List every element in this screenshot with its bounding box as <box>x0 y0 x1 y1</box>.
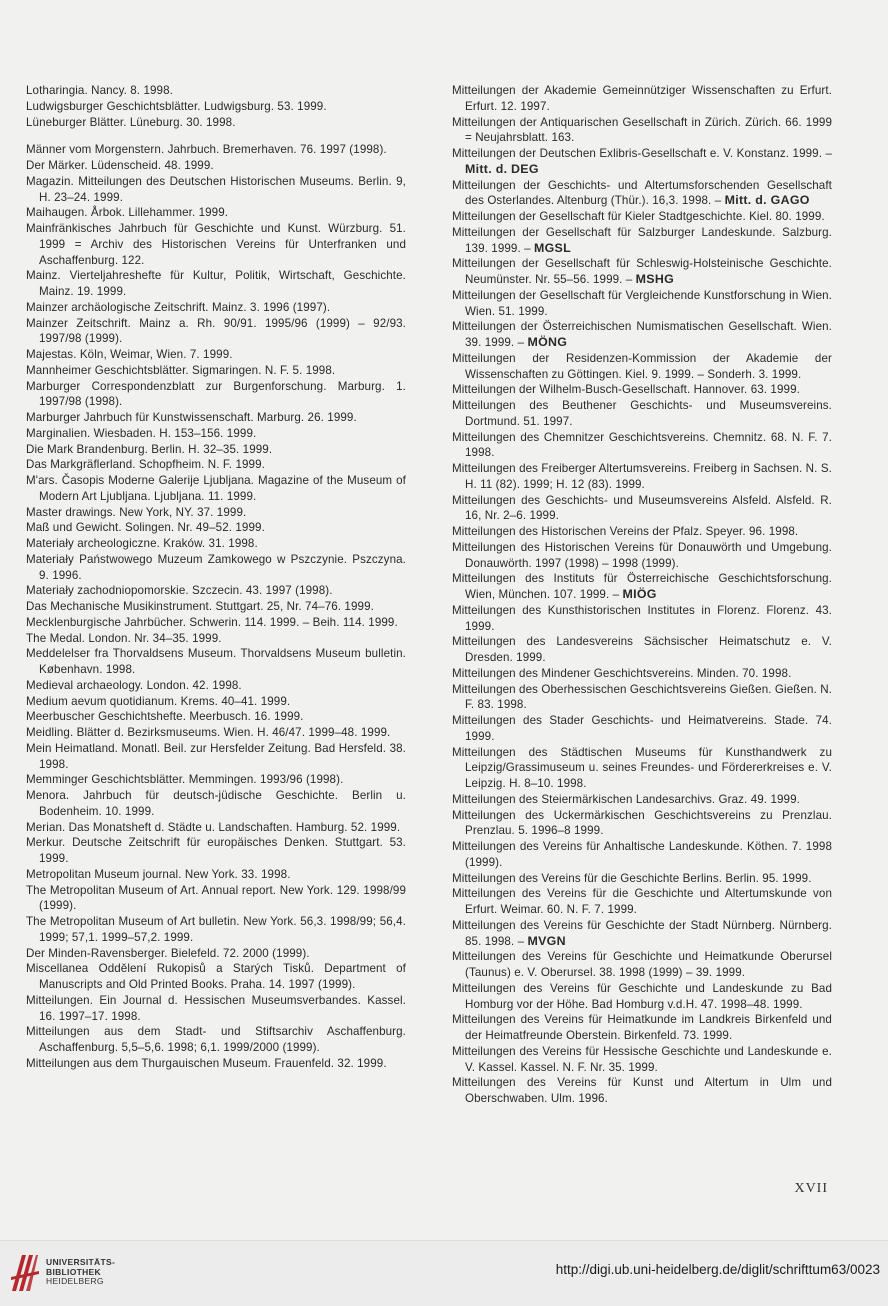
bibliography-entry <box>26 583 406 599</box>
entry-text: Mitteilungen aus dem Stadt- und Stiftsarchiv Aschaffenburg. Aschaffenburg. 5,5–5,6. 1998; 6,1. 1999/2000 (1999). <box>26 1025 406 1054</box>
bibliography-entry <box>26 678 406 694</box>
entry-text: Majestas. Köln, Weimar, Wien. 7. 1999. <box>26 348 233 361</box>
entry-text: Mitteilungen des Landesvereins Sächsischer Heimatschutz e. V. Dresden. 1999. <box>452 635 832 664</box>
entry-siglum: MÖNG <box>527 335 568 349</box>
bibliography-entry <box>452 981 832 1013</box>
bibliography-entry <box>452 225 832 257</box>
entry-text: Master drawings. New York, NY. 37. 1999. <box>26 505 247 519</box>
entry-text: Meidling. Blätter d. Bezirksmuseums. Wien. H. 46/47. 1999–48. 1999. <box>26 726 391 739</box>
bibliography-entry <box>452 178 832 210</box>
bibliography-entry <box>26 835 406 867</box>
bibliography-entry <box>452 871 832 887</box>
bibliography-entry <box>452 1044 832 1076</box>
bibliography-entry <box>26 83 406 99</box>
entry-text: Menora. Jahrbuch für deutsch-jüdische Geschichte. Berlin u. Bodenheim. 10. 1999. <box>26 789 406 818</box>
bibliography-entry <box>452 83 832 115</box>
bibliography-entry <box>26 914 406 946</box>
entry-text: Mitteilungen des Steiermärkischen Landesarchivs. Graz. 49. 1999. <box>452 792 800 806</box>
entry-text: Mitteilungen der Wilhelm-Busch-Gesellschaft. Hannover. 63. 1999. <box>452 383 800 397</box>
entry-text: Die Mark Brandenburg. Berlin. H. 32–35. 1999. <box>26 442 273 456</box>
bibliography-entry <box>26 1024 406 1056</box>
entry-siglum: MVGN <box>527 933 566 948</box>
entry-text: Mitteilungen des Chemnitzer Geschichtsvereins. Chemnitz. 68. N. F. 7. 1998. <box>452 430 832 460</box>
bibliography-entry <box>452 493 832 525</box>
bibliography-entry <box>26 772 406 788</box>
bibliography-entry <box>452 524 832 540</box>
bibliography-entry <box>26 788 406 820</box>
entry-text: Lüneburger Blätter. Lüneburg. 30. 1998. <box>26 115 236 129</box>
entry-text: Das Mechanische Musikinstrument. Stuttgart. 25, Nr. 74–76. 1999. <box>26 600 374 613</box>
entry-text: Miscellanea Oddělení Rukopisů a Starých Tisků. Department of Manuscripts and Old Printed Books. Praha. 14. 1997 (1999). <box>26 962 406 991</box>
entry-text: Mitteilungen der Residenzen-Kommission der Akademie der Wissenschaften zu Göttingen. Kiel. 9. 1999. – Sonderh. 3. 1999. <box>452 351 832 381</box>
logo-line-3: HEIDELBERG <box>46 1276 104 1286</box>
entry-text: Mitteilungen der Antiquarischen Gesellschaft in Zürich. Zürich. 66. 1999 = Neujahrsblatt. 163. <box>452 115 832 145</box>
bibliography-entry <box>452 540 832 572</box>
entry-text: Merian. Das Monatsheft d. Städte u. Landschaften. Hamburg. 52. 1999. <box>26 820 401 834</box>
bibliography-entry <box>26 536 406 552</box>
bibliography-entry <box>26 379 406 411</box>
viewer-footer <box>0 1240 888 1306</box>
entry-siglum: MGSL <box>534 240 571 255</box>
entry-text: Mainz. Vierteljahreshefte für Kultur, Politik, Wirtschaft, Geschichte. Mainz. 19. 1999. <box>26 269 406 298</box>
bibliography-entry <box>26 820 406 836</box>
entry-text: Marburger Correspondenzblatt zur Burgenforschung. Marburg. 1. 1997/98 (1998). <box>26 379 406 409</box>
entry-text: Mitteilungen des Historischen Vereins der Pfalz. Speyer. 96. 1998. <box>452 525 799 538</box>
bibliography-entry <box>26 520 406 536</box>
bibliography-entry <box>26 410 406 426</box>
entry-text: Mitteilungen aus dem Thurgauischen Museum. Frauenfeld. 32. 1999. <box>26 1056 387 1070</box>
entry-text: The Medal. London. Nr. 34–35. 1999. <box>26 631 222 645</box>
bibliography-entry <box>26 99 406 115</box>
entry-text: Mitteilungen des Vereins für die Geschichte und Altertumskunde von Erfurt. Weimar. 60. N. F. 7. 1999. <box>452 887 832 916</box>
entry-text: Mitteilungen des Vereins für die Geschichte Berlins. Berlin. 95. 1999. <box>452 871 812 885</box>
bibliography-entry <box>452 886 832 918</box>
entry-text: Mitteilungen des Mindener Geschichtsvereins. Minden. 70. 1998. <box>452 666 792 680</box>
bibliography-entry <box>26 694 406 710</box>
bibliography-entry <box>26 552 406 584</box>
entry-siglum: Mitt. d. DEG <box>465 161 539 176</box>
entry-text: Mitteilungen der Deutschen Exlibris-Gesellschaft e. V. Konstanz. 1999. – <box>452 147 832 160</box>
entry-text: Das Markgräflerland. Schopfheim. N. F. 1999. <box>26 458 265 472</box>
entry-text: Mitteilungen des Vereins für Heimatkunde im Landkreis Birkenfeld und der Heimatfreunde Oberstein. Birkenfeld. 73. 1999. <box>452 1013 832 1042</box>
entry-text: Marburger Jahrbuch für Kunstwissenschaft. Marburg. 26. 1999. <box>26 411 357 424</box>
entry-text: Mitteilungen des Städtischen Museums für Kunsthandwerk zu Leipzig/Grassimuseum u. seines Freundes- und Fördererkreises e. V. Leipzig. H. 8–10. 1998. <box>452 745 832 790</box>
entry-text: Mitteilungen der Gesellschaft für Kieler Stadtgeschichte. Kiel. 80. 1999. <box>452 210 825 223</box>
right-column <box>452 83 832 1107</box>
bibliography-entry <box>26 174 406 206</box>
entry-text: Mitteilungen der Österreichischen Numismatischen Gesellschaft. Wien. 39. 1999. – <box>452 320 832 349</box>
entry-text: Mitteilungen. Ein Journal d. Hessischen Museumsverbandes. Kassel. 16. 1997–17. 1998. <box>26 993 406 1023</box>
bibliography-entry <box>452 603 832 635</box>
bibliography-entry <box>26 300 406 316</box>
entry-text: Mitteilungen des Beuthener Geschichts- und Museumsvereins. Dortmund. 51. 1997. <box>452 399 832 428</box>
entry-text: Mitteilungen des Oberhessischen Geschichtsvereins Gießen. Gießen. N. F. 83. 1998. <box>452 682 832 712</box>
entry-text: Mainfränkisches Jahrbuch für Geschichte und Kunst. Würzburg. 51. 1999 = Archiv des Historischen Vereins für Unterfranken und Aschaffenburg. 122. <box>26 222 406 267</box>
bibliography-entry <box>452 319 832 351</box>
entry-text: Materiały Państwowego Muzeum Zamkowego w Pszczynie. Pszczyna. 9. 1996. <box>26 552 406 582</box>
entry-text: Mecklenburgische Jahrbücher. Schwerin. 114. 1999. – Beih. 114. 1999. <box>26 615 398 629</box>
bibliography-entry <box>26 363 406 379</box>
entry-text: Mitteilungen des Historischen Vereins für Donauwörth und Umgebung. Donauwörth. 1997 (1998) – 1998 (1999). <box>452 540 832 570</box>
bibliography-entry <box>26 709 406 725</box>
bibliography-entry <box>452 461 832 493</box>
entry-text: Mitteilungen des Vereins für Geschichte der Stadt Nürnberg. Nürnberg. 85. 1998. – <box>452 918 832 948</box>
entry-text: Maß und Gewicht. Solingen. Nr. 49–52. 1999. <box>26 521 265 535</box>
entry-siglum: MIÖG <box>622 587 657 601</box>
bibliography-entry <box>26 961 406 993</box>
entry-text: Mannheimer Geschichtsblätter. Sigmaringen. N. F. 5. 1998. <box>26 363 336 377</box>
bibliography-entry <box>26 946 406 962</box>
entry-text: Medium aevum quotidianum. Krems. 40–41. 1999. <box>26 694 291 708</box>
entry-text: Mitteilungen des Freiberger Altertumsvereins. Freiberg in Sachsen. N. S. H. 11 (82). 1999; H. 12 (83). 1999. <box>452 462 832 491</box>
entry-text: Mitteilungen der Akademie Gemeinnütziger Wissenschaften zu Erfurt. Erfurt. 12. 1997. <box>452 84 832 113</box>
bibliography-entry <box>452 839 832 871</box>
logo-line-1: UNIVERSITÄTS- <box>46 1257 116 1267</box>
entry-text: Meddelelser fra Thorvaldsens Museum. Thorvaldsens Museum bulletin. København. 1998. <box>26 647 406 676</box>
bibliography-entry <box>26 158 406 174</box>
bibliography-entry <box>26 442 406 458</box>
logo-line-2: BIBLIOTHEK <box>46 1266 101 1277</box>
entry-text: M'ars. Časopis Moderne Galerije Ljubljana. Magazine of the Museum of Modern Art Ljubljana. Ljubljana. 11. 1999. <box>26 474 406 503</box>
bibliography-entry <box>452 808 832 840</box>
entry-text: Männer vom Morgenstern. Jahrbuch. Bremerhaven. 76. 1997 (1998). <box>26 143 387 157</box>
entry-text: Materiały archeologiczne. Kraków. 31. 1998. <box>26 537 258 550</box>
bibliography-entry <box>452 634 832 666</box>
bibliography-entry <box>26 205 406 221</box>
entry-text: Mitteilungen des Kunsthistorischen Institutes in Florenz. Florenz. 43. 1999. <box>452 603 832 633</box>
bibliography-entry <box>452 288 832 320</box>
entry-text: Mein Heimatland. Monatl. Beil. zur Hersfelder Zeitung. Bad Hersfeld. 38. 1998. <box>26 741 406 771</box>
bibliography-entry <box>452 682 832 714</box>
bibliography-entry <box>26 599 406 615</box>
bibliography-entry <box>26 505 406 521</box>
bibliography-entry <box>26 142 406 158</box>
bibliography-entry <box>26 993 406 1025</box>
bibliography-entry <box>26 115 406 131</box>
bibliography-entry <box>452 1012 832 1044</box>
bibliography-entry <box>452 666 832 682</box>
entry-text: Mainzer Zeitschrift. Mainz a. Rh. 90/91. 1995/96 (1999) – 92/93. 1997/98 (1999). <box>26 316 406 346</box>
bibliography-entry <box>452 792 832 808</box>
bibliography-entry <box>26 347 406 363</box>
bibliography-entry <box>26 631 406 647</box>
entry-siglum: Mitt. d. GAGO <box>724 193 810 208</box>
university-library-name[interactable] <box>46 1258 115 1287</box>
entry-text: Materiały zachodniopomorskie. Szczecin. 43. 1997 (1998). <box>26 584 333 598</box>
bibliography-entry <box>452 745 832 792</box>
bibliography-entry <box>452 949 832 981</box>
bibliography-entry <box>26 473 406 505</box>
bibliography-entry <box>452 256 832 288</box>
bibliography-entry <box>26 646 406 678</box>
bibliography-entry <box>452 918 832 950</box>
entry-text: Meerbuscher Geschichtshefte. Meerbusch. 16. 1999. <box>26 710 304 724</box>
entry-text: Lotharingia. Nancy. 8. 1998. <box>26 84 173 97</box>
entry-text: Mitteilungen des Uckermärkischen Geschichtsvereins zu Prenzlau. Prenzlau. 5. 1996–8 1999. <box>452 808 832 838</box>
bibliography-entry <box>26 725 406 741</box>
university-library-logo-icon[interactable] <box>10 1251 40 1293</box>
entry-text: Mainzer archäologische Zeitschrift. Mainz. 3. 1996 (1997). <box>26 300 331 314</box>
bibliography-entry <box>26 867 406 883</box>
page-number: XVII <box>794 1181 828 1196</box>
bibliography-entry <box>452 713 832 745</box>
bibliography-entry <box>452 209 832 225</box>
bibliography-entry <box>452 115 832 147</box>
bibliography-entry <box>452 398 832 430</box>
bibliography-entry <box>452 571 832 603</box>
bibliography-entry <box>452 382 832 398</box>
bibliography-entry <box>452 146 832 178</box>
entry-text: Mitteilungen der Geschichts- und Altertumsforschenden Gesellschaft des Osterlandes. Altenburg (Thür.). 16,3. 1998. – <box>452 178 832 208</box>
bibliography-entry <box>26 457 406 473</box>
bibliography-entry <box>452 351 832 383</box>
bibliography-entry <box>26 883 406 915</box>
bibliography-entry <box>452 430 832 462</box>
entry-text: Mitteilungen des Geschichts- und Museumsvereins Alsfeld. Alsfeld. R. 16, Nr. 2–6. 1999. <box>452 493 832 523</box>
entry-text: Magazin. Mitteilungen des Deutschen Historischen Museums. Berlin. 9, H. 23–24. 1999. <box>26 174 406 204</box>
entry-text: Mitteilungen des Instituts für Österreichische Geschichtsforschung. Wien, München. 107. 1999. – <box>452 572 832 601</box>
entry-text: Mitteilungen des Vereins für Kunst und Altertum in Ulm und Oberschwaben. Ulm. 1996. <box>452 1076 832 1105</box>
entry-text: Mitteilungen der Gesellschaft für Salzburger Landeskunde. Salzburg. 139. 1999. – <box>452 225 832 255</box>
bibliography-entry <box>26 316 406 348</box>
bibliography-entry <box>26 268 406 300</box>
bibliography-entry <box>26 741 406 773</box>
left-column <box>26 83 406 1072</box>
entry-text: Mitteilungen des Vereins für Geschichte und Heimatkunde Oberursel (Taunus) e. V. Oberursel. 38. 1998 (1999) – 39. 1999. <box>452 950 832 979</box>
bibliography-entry <box>26 221 406 268</box>
permalink-url[interactable]: http://digi.ub.uni-heidelberg.de/diglit/schrifttum63/0023 <box>555 1262 880 1277</box>
bibliography-entry <box>26 615 406 631</box>
bibliography-entry <box>26 426 406 442</box>
entry-text: Maihaugen. Årbok. Lillehammer. 1999. <box>26 206 229 220</box>
bibliography-entry <box>26 1056 406 1072</box>
entry-text: Mitteilungen des Vereins für Geschichte und Landeskunde zu Bad Homburg vor der Höhe. Bad Homburg v.d.H. 47. 1998–48. 1999. <box>452 981 832 1011</box>
entry-text: Medieval archaeology. London. 42. 1998. <box>26 678 242 692</box>
entry-text: Memminger Geschichtsblätter. Memmingen. 1993/96 (1998). <box>26 773 344 787</box>
entry-text: Metropolitan Museum journal. New York. 33. 1998. <box>26 867 291 881</box>
entry-text: Der Minden-Ravensberger. Bielefeld. 72. 2000 (1999). <box>26 946 310 960</box>
entry-text: Mitteilungen der Gesellschaft für Vergleichende Kunstforschung in Wien. Wien. 51. 1999. <box>452 288 832 318</box>
entry-text: Mitteilungen des Stader Geschichts- und Heimatvereins. Stade. 74. 1999. <box>452 714 832 743</box>
entry-siglum: MSHG <box>635 272 675 286</box>
bibliography-entry <box>452 1075 832 1107</box>
entry-text: Marginalien. Wiesbaden. H. 153–156. 1999. <box>26 426 257 440</box>
entry-text: Ludwigsburger Geschichtsblätter. Ludwigsburg. 53. 1999. <box>26 99 327 113</box>
entry-text: Mitteilungen der Gesellschaft für Schleswig-Holsteinische Geschichte. Neumünster. Nr. 55–56. 1999. – <box>452 257 832 286</box>
entry-text: Mitteilungen des Vereins für Anhaltische Landeskunde. Köthen. 7. 1998 (1999). <box>452 840 832 869</box>
entry-text: Der Märker. Lüdenscheid. 48. 1999. <box>26 159 214 172</box>
entry-text: The Metropolitan Museum of Art. Annual report. New York. 129. 1998/99 (1999). <box>26 883 406 913</box>
entry-text: The Metropolitan Museum of Art bulletin. New York. 56,3. 1998/99; 56,4. 1999; 57,1. 1999–57,2. 1999. <box>26 915 406 944</box>
entry-text: Merkur. Deutsche Zeitschrift für europäisches Denken. Stuttgart. 53. 1999. <box>26 836 406 865</box>
entry-text: Mitteilungen des Vereins für Hessische Geschichte und Landeskunde e. V. Kassel. Kassel. N. F. Nr. 35. 1999. <box>452 1044 832 1074</box>
